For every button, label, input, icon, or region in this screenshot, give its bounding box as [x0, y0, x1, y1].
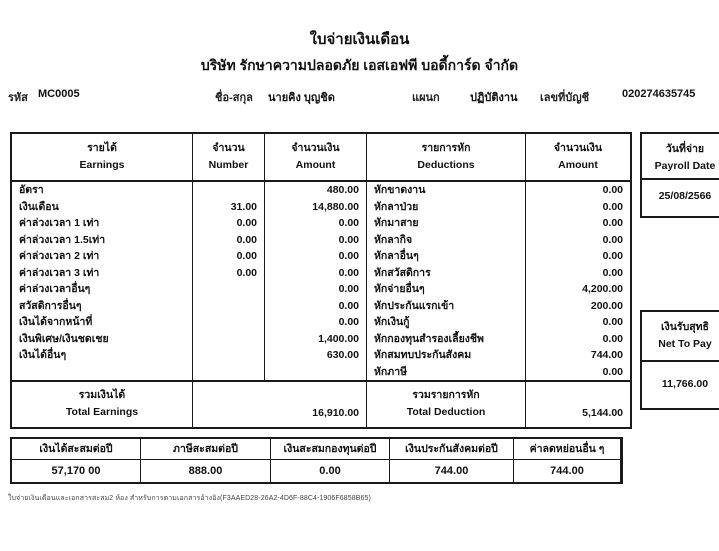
employee-info-row — [0, 88, 719, 104]
earning-number — [193, 364, 265, 381]
summary-column — [390, 439, 514, 482]
earning-number — [193, 314, 265, 331]
earning-label: ค่าล่วงเวลา 1.5เท่า — [12, 232, 193, 249]
deduction-label: หักลาป่วย — [367, 199, 526, 216]
deduction-amount: 4,200.00 — [582, 283, 623, 295]
deduction-label: หักประกันแรกเข้า — [367, 298, 526, 315]
deduction-amount: 744.00 — [590, 349, 623, 361]
deduction-amount: 200.00 — [590, 299, 623, 312]
payslip-table-header — [12, 134, 630, 182]
earning-number — [193, 182, 265, 199]
summary-value: 57,170 00 — [51, 465, 101, 477]
earning-label: อัตรา — [12, 182, 193, 199]
earning-amount: 14,880.00 — [265, 199, 367, 216]
summary-header: เงินสะสมกองทุนต่อปี — [271, 439, 389, 460]
summary-header: ค่าลดหย่อนอื่น ๆ — [514, 439, 620, 460]
net-pay-header: เงินรับสุทธิ Net To Pay — [642, 312, 719, 362]
deduction-amount: 0.00 — [602, 250, 623, 262]
earning-amount: 0.00 — [265, 215, 367, 232]
deduction-label: หักสมทบประกันสังคม — [367, 347, 526, 364]
earning-amount: 0.00 — [265, 248, 367, 265]
earning-amount: 0.00 — [265, 265, 367, 282]
summary-header: เงินได้สะสมต่อปี — [12, 439, 140, 460]
earning-label: เงินพิเศษ/เงินชดเชย — [12, 331, 193, 348]
deduction-amount: 0.00 — [602, 266, 623, 279]
deduction-label: หักกองทุนสำรองเลี้ยงชีพ — [367, 331, 526, 348]
col-header-deductions: รายการหัก Deductions — [367, 134, 526, 180]
employee-name-value: นายคิง บุญชิด — [268, 92, 335, 104]
earning-label: เงินเดือน — [12, 199, 193, 216]
earning-label: เงินได้จากหน้าที่ — [12, 314, 193, 331]
deduction-label: หักลากิจ — [367, 232, 526, 249]
earning-label: ค่าล่วงเวลา 1 เท่า — [12, 215, 193, 232]
page-title: ใบจ่ายเงินเดือน — [309, 31, 410, 48]
earning-number — [193, 281, 265, 298]
summary-column — [514, 439, 621, 482]
totals-row — [12, 380, 630, 427]
earning-label: เงินได้อื่นๆ — [12, 347, 193, 364]
summary-column — [141, 439, 271, 482]
earning-label: ค่าล่วงเวลา 2 เท่า — [12, 248, 193, 265]
deduction-amount: 0.00 — [602, 217, 623, 229]
deduction-amount: 0.00 — [602, 200, 623, 213]
deduction-amount: 0.00 — [602, 233, 623, 246]
earning-amount: 0.00 — [265, 281, 367, 298]
summary-header: ภาษีสะสมต่อปี — [141, 439, 270, 460]
total-deductions-amount: 5,144.00 — [582, 407, 623, 419]
earning-amount: 1,400.00 — [265, 331, 367, 348]
earning-amount: 630.00 — [265, 347, 367, 364]
account-number-label: เลขที่บัญชี — [540, 92, 590, 104]
col-header-number: จำนวน Number — [193, 134, 265, 180]
deduction-label: หักภาษี — [367, 364, 526, 381]
document-reference-footnote: ใบจ่ายเงินเดือนและเอกสารสะสม2 ห้อง สำหรับการตามเอกสารอ้างอิง(F3AAED28-26A2-4D6F-88C4-1906F6858B65) — [8, 495, 371, 502]
payroll-date-header: วันที่จ่าย Payroll Date — [642, 134, 719, 180]
total-earnings-amount: 16,910.00 — [193, 382, 367, 427]
employee-name-label: ชื่อ-สกุล — [215, 92, 253, 104]
deduction-amount: 0.00 — [602, 365, 623, 378]
summary-column — [12, 439, 141, 482]
payslip-table — [10, 132, 632, 429]
employee-code-value: MC0005 — [38, 88, 80, 100]
summary-value: 0.00 — [319, 465, 341, 477]
earning-amount: 0.00 — [265, 232, 367, 249]
earning-number: 31.00 — [193, 199, 265, 216]
earning-number — [193, 347, 265, 364]
earning-amount — [265, 364, 367, 381]
col-header-earnings: รายได้ Earnings — [12, 134, 193, 180]
earning-number: 0.00 — [193, 215, 265, 232]
department-value: ปฏิบัติงาน — [470, 92, 518, 104]
col-header-amount-2: จำนวนเงิน Amount — [553, 142, 603, 171]
summary-value: 744.00 — [434, 465, 469, 477]
deduction-amount: 0.00 — [602, 332, 623, 345]
summary-value: 744.00 — [550, 465, 584, 477]
earning-amount: 0.00 — [265, 298, 367, 315]
earning-number — [193, 298, 265, 315]
earning-label: ค่าล่วงเวลา 3 เท่า — [12, 265, 193, 282]
deduction-amount: 0.00 — [602, 184, 623, 196]
account-number-value: 020274635745 — [622, 88, 696, 100]
employee-code-label: รหัส — [8, 92, 28, 104]
deduction-label: หักมาสาย — [367, 215, 526, 232]
col-header-amount: จำนวนเงิน Amount — [265, 134, 367, 180]
net-pay-value: 11,766.00 — [661, 378, 709, 390]
earning-number — [193, 331, 265, 348]
deduction-label: หักขาดงาน — [367, 182, 526, 199]
total-deductions-label: รวมรายการหัก Total Deduction — [367, 382, 526, 427]
net-pay-box — [640, 310, 719, 410]
payroll-date-box — [640, 132, 719, 218]
earning-label — [12, 364, 193, 381]
deduction-label: หักลาอื่นๆ — [367, 248, 526, 265]
deduction-label: หักจ่ายอื่นๆ — [367, 281, 526, 298]
total-earnings-label: รวมเงินได้ Total Earnings — [12, 382, 193, 427]
earning-amount: 0.00 — [265, 314, 367, 331]
deduction-amount: 0.00 — [602, 316, 623, 328]
company-name: บริษัท รักษาความปลอดภัย เอสเอฟพี บอดี้การ์ด จำกัด — [200, 57, 519, 73]
earning-amount: 480.00 — [265, 182, 367, 199]
ytd-summary-table — [10, 437, 623, 484]
deduction-label: หักเงินกู้ — [367, 314, 526, 331]
summary-column — [271, 439, 390, 482]
payslip-table-body — [12, 182, 630, 380]
department-label: แผนก — [412, 92, 440, 104]
payroll-date-value: 25/08/2566 — [658, 190, 712, 202]
summary-value: 888.00 — [188, 465, 223, 477]
summary-header: เงินประกันสังคมต่อปี — [390, 439, 513, 460]
deduction-label: หักสวัสดิการ — [367, 265, 526, 282]
earning-number: 0.00 — [193, 265, 265, 282]
earning-label: ค่าล่วงเวลาอื่นๆ — [12, 281, 193, 298]
earning-number: 0.00 — [193, 232, 265, 249]
earning-number: 0.00 — [193, 248, 265, 265]
earning-label: สวัสดิการอื่นๆ — [12, 298, 193, 315]
